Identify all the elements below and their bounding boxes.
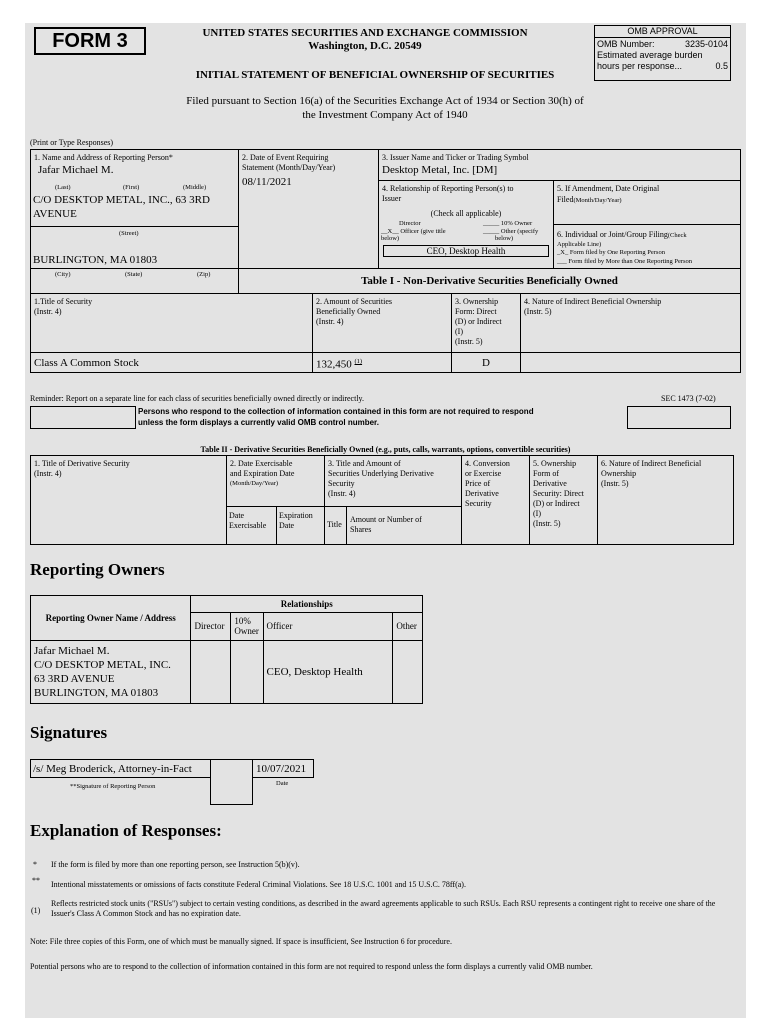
director-col-header: Director — [191, 612, 231, 640]
t2-col2a-line2: Exercisable — [229, 521, 267, 530]
t2-col1-line2: (Instr. 4) — [34, 469, 62, 478]
relationships-header: Relationships — [191, 596, 423, 613]
box1-label: 1. Name and Address of Reporting Person — [34, 153, 169, 162]
t1-form: D — [482, 357, 490, 369]
box2-label1: 2. Date of Event Requiring — [242, 153, 329, 162]
table-row — [30, 352, 313, 373]
omb-number-value: 3235-0104 — [684, 39, 728, 49]
box2-label2: Statement (Month/Day/Year) — [242, 163, 336, 172]
t1-col3-line4: (I) — [455, 327, 463, 336]
t1-nature-cell — [520, 352, 741, 373]
omb-hours-row — [595, 61, 730, 72]
t2-col3a — [324, 506, 347, 545]
t2-col3b-line1: Amount or Number of — [350, 515, 422, 524]
t2-col5-line7: (Instr. 5) — [533, 519, 561, 528]
t2-col4 — [461, 455, 530, 545]
t1-amount-row — [316, 358, 362, 372]
box4-relationship — [378, 180, 554, 269]
owner-line2: C/O DESKTOP METAL, INC. — [34, 659, 171, 671]
table1-col3-header — [451, 293, 521, 353]
box6-filing — [553, 224, 741, 269]
ten-pct-option: _____ 10% Owner — [483, 220, 533, 227]
table-row — [31, 641, 423, 704]
officer-below: below) — [381, 235, 400, 242]
address-line1: C/O DESKTOP METAL, INC., 63 3RD — [33, 194, 210, 206]
officer-title-value: CEO, Desktop Health — [383, 245, 549, 257]
zip-label: (Zip) — [197, 271, 211, 278]
t2-col4-line1: 4. Conversion — [465, 459, 510, 468]
box1-marker: * — [168, 153, 173, 162]
t2-col4-line3: Price of — [465, 479, 491, 488]
expl-marker-2: ** — [32, 876, 40, 885]
box5-label2-row — [557, 195, 622, 205]
t2-col3b-line2: Shares — [350, 525, 372, 534]
expl-text-1: If the form is filed by more than one reporting person, see Instruction 5(b)(v). — [51, 860, 300, 869]
explanation-heading: Explanation of Responses: — [30, 821, 222, 840]
box5-label2-small: (Month/Day/Year) — [573, 197, 622, 204]
city-label: (City) — [55, 271, 71, 278]
box4-label1: 4. Relationship of Reporting Person(s) to — [382, 184, 514, 193]
t2-col5-line3: Derivative — [533, 479, 567, 488]
owner-other-cell — [393, 641, 423, 704]
t2-col1 — [30, 455, 227, 545]
box1-city-row — [30, 268, 239, 294]
check-all-applicable: (Check all applicable) — [430, 209, 502, 218]
t2-col6-line1: 6. Nature of Indirect Beneficial — [601, 459, 702, 468]
t2-col1-line1: 1. Title of Derivative Security — [34, 459, 130, 468]
reporting-person-name: Jafar Michael M. — [38, 164, 114, 176]
box6-option1: _X_ Form filed by One Reporting Person — [557, 249, 665, 256]
signature-label-row — [70, 783, 155, 791]
box5-label2: Filed — [557, 195, 574, 204]
form-title-box — [34, 27, 146, 55]
street-label: (Street) — [119, 230, 139, 237]
statement-title: INITIAL STATEMENT OF BENEFICIAL OWNERSHIP OF SECURITIES — [195, 69, 555, 81]
t1-col3-line2: Form: Direct — [455, 307, 497, 316]
t1-col2-line3: (Instr. 4) — [316, 317, 344, 326]
table1-col4-header — [520, 293, 741, 353]
t2-col2-line1: 2. Date Exercisable — [230, 459, 293, 468]
expl-text-3: Reflects restricted stock units ("RSUs") subject to certain vesting conditions, as described in the award agreements applicable to such RSUs. Each RSU represents a contingent right to receive one share of the Issuer's Class A Common Stock and has no expiration date. — [51, 899, 716, 918]
t1-col3-line3: (D) or Indirect — [455, 317, 502, 326]
t1-form-cell — [451, 352, 521, 373]
box6-option2: ___ Form filed by More than One Reporting Person — [557, 258, 693, 265]
other-below: below) — [495, 235, 514, 242]
t1-amount: 132,450 — [316, 358, 352, 371]
t2-col2-line3: (Month/Day/Year) — [230, 480, 279, 487]
t2-col3a-label: Title — [327, 520, 342, 529]
officer-col-header: Officer — [263, 612, 393, 640]
persons-line2: unless the form displays a currently valid OMB control number. — [138, 418, 379, 427]
filing-note: Note: File three copies of this Form, one of which must be manually signed. If space is insufficient, See Instruction 6 for procedure. — [30, 937, 452, 946]
other-option: _____ Other (specify — [483, 228, 539, 235]
owner-line3: 63 3RD AVENUE — [34, 673, 115, 685]
t1-col2-line2: Beneficially Owned — [316, 307, 381, 316]
print-note: (Print or Type Responses) — [30, 138, 114, 147]
owner-director-cell — [191, 641, 231, 704]
omb-hours-value: 0.5 — [715, 61, 728, 71]
owner-name-col-header: Reporting Owner Name / Address — [31, 596, 191, 641]
box6-applicable: Applicable Line) — [557, 241, 602, 248]
box6-label-small: (Check — [667, 232, 687, 239]
director-option: Director — [399, 220, 421, 227]
t2-col2b-line1: Expiration — [279, 511, 313, 520]
t1-col1-label: 1.Title of Security — [34, 297, 93, 306]
t2-col4-line5: Security — [465, 499, 492, 508]
form-title: FORM 3 — [52, 30, 128, 52]
signature-label: Signature of Reporting Person — [76, 783, 156, 790]
box2-event-date — [238, 149, 379, 269]
address-line2: AVENUE — [33, 208, 77, 220]
box6-label-row — [557, 230, 687, 240]
t2-col3b — [346, 506, 462, 545]
t2-col3-line2: Securities Underlying Derivative — [328, 469, 434, 478]
state-label: (State) — [125, 271, 143, 278]
middle-label: (Middle) — [183, 184, 207, 191]
t2-col3-line4: (Instr. 4) — [328, 489, 356, 498]
t2-col6-line2: Ownership — [601, 469, 637, 478]
t2-col6 — [597, 455, 734, 545]
box3-issuer — [378, 149, 741, 181]
t1-col3-line1: 3. Ownership — [455, 297, 499, 306]
table2-title: Table II - Derivative Securities Beneficially Owned (e.g., puts, calls, warrants, options, convertible securities) — [200, 445, 571, 454]
box5-amendment — [553, 180, 741, 225]
table1-col1-header — [30, 293, 313, 353]
t2-col3-line3: Security — [328, 479, 355, 488]
agency-location: Washington, D.C. 20549 — [308, 40, 422, 52]
first-label: (First) — [123, 184, 140, 191]
t1-footnote-link[interactable]: (1) — [354, 358, 363, 365]
t1-amount-cell — [312, 352, 452, 373]
owner-name-address — [31, 641, 191, 704]
table1-col2-header — [312, 293, 452, 353]
box6-label: 6. Individual or Joint/Group Filing — [557, 230, 668, 239]
t2-col3-line1: 3. Title and Amount of — [328, 459, 401, 468]
persons-right-box — [627, 406, 731, 429]
filed-pursuant-line2: the Investment Company Act of 1940 — [302, 109, 468, 121]
form3-page — [25, 23, 746, 1018]
t2-col5-line5: (D) or Indirect — [533, 499, 580, 508]
t2-col5 — [529, 455, 598, 545]
filed-pursuant-line1: Filed pursuant to Section 16(a) of the Securities Exchange Act of 1934 or Section 30(h) of — [186, 95, 584, 107]
owner-officer-cell: CEO, Desktop Health — [263, 641, 393, 704]
t2-col2a-line1: Date — [229, 511, 245, 520]
table1-title: Table I - Non-Derivative Securities Beneficially Owned — [238, 268, 741, 294]
expl-marker-3: (1) — [31, 906, 41, 915]
box1-label-row — [34, 153, 173, 163]
agency-name: UNITED STATES SECURITIES AND EXCHANGE COMMISSION — [202, 27, 528, 39]
date-box — [252, 759, 314, 778]
t2-col4-line4: Derivative — [465, 489, 499, 498]
box4-label2: Issuer — [382, 194, 402, 203]
t1-col4-line2: (Instr. 5) — [524, 307, 552, 316]
signer-name: /s/ Meg Broderick, Attorney-in-Fact — [33, 763, 192, 775]
reminder-text: Reminder: Report on a separate line for each class of securities beneficially owned directly or indirectly. — [30, 394, 365, 403]
t1-col1-label-b: (Instr. 4) — [34, 307, 62, 316]
persons-line1: Persons who respond to the collection of information contained in this form are not required to respond — [138, 407, 534, 416]
t2-col2 — [226, 455, 325, 507]
ten-pct-line1: 10% — [234, 616, 251, 627]
t2-col5-line1: 5. Ownership — [533, 459, 577, 468]
box1-reporting-person — [30, 149, 239, 269]
omb-burden-label: Estimated average burden — [597, 50, 703, 60]
t2-col5-line2: Form of — [533, 469, 559, 478]
issuer-value: Desktop Metal, Inc. [DM] — [382, 164, 498, 176]
potential-persons-note: Potential persons who are to respond to the collection of information contained in this form are not required to respond unless the form displays a currently valid OMB number. — [30, 962, 593, 971]
last-label: (Last) — [55, 184, 71, 191]
persons-left-box — [30, 406, 136, 429]
signatures-heading: Signatures — [30, 723, 108, 742]
other-col-header: Other — [393, 612, 423, 640]
omb-hours-label: hours per response... — [597, 61, 683, 71]
box1-divider — [31, 226, 238, 227]
t1-col3-line5: (Instr. 5) — [455, 337, 483, 346]
omb-title: OMB APPROVAL — [595, 26, 730, 38]
t1-col2-line1: 2. Amount of Securities — [316, 297, 392, 306]
t1-col4-line1: 4. Nature of Indirect Beneficial Ownership — [524, 297, 662, 306]
t2-col5-line4: Security: Direct — [533, 489, 584, 498]
reporting-owners-heading: Reporting Owners — [30, 560, 165, 579]
ten-pct-col-header — [231, 612, 263, 640]
t2-col2b-line2: Date — [279, 521, 295, 530]
t1-security: Class A Common Stock — [34, 357, 139, 369]
date-label: Date — [276, 780, 289, 787]
event-date-value: 08/11/2021 — [242, 176, 292, 188]
omb-number-label: OMB Number: — [597, 39, 655, 49]
omb-number-row — [595, 38, 730, 50]
signature-spacer-box — [210, 759, 253, 805]
officer-option: __X__ Officer (give title — [381, 228, 446, 235]
owner-line4: BURLINGTON, MA 01803 — [34, 687, 159, 699]
owner-line1: Jafar Michael M. — [34, 645, 110, 657]
signature-marker: ** — [70, 783, 77, 790]
t2-col2a — [226, 506, 277, 545]
omb-approval-box — [594, 25, 731, 81]
t2-col2-line2: and Expiration Date — [230, 469, 295, 478]
expl-text-2: Intentional misstatements or omissions of facts constitute Federal Criminal Violations. See 18 U.S.C. 1001 and 15 U.S.C. 78ff(a). — [51, 880, 466, 889]
sec-number: SEC 1473 (7-02) — [661, 394, 716, 403]
t2-col6-line3: (Instr. 5) — [601, 479, 629, 488]
t2-col2b — [276, 506, 325, 545]
t2-col5-line6: (I) — [533, 509, 541, 518]
reporting-owners-table — [30, 595, 423, 704]
city-state-zip: BURLINGTON, MA 01803 — [33, 254, 158, 266]
signature-date: 10/07/2021 — [256, 763, 307, 775]
ten-pct-line2: Owner — [234, 626, 259, 637]
box3-label: 3. Issuer Name and Ticker or Trading Symbol — [382, 153, 529, 162]
expl-marker-1: * — [33, 860, 37, 869]
t2-col4-line2: or Exercise — [465, 469, 502, 478]
owner-ten-pct-cell — [231, 641, 263, 704]
box5-label: 5. If Amendment, Date Original — [557, 184, 660, 193]
t2-col3 — [324, 455, 462, 507]
signature-box — [30, 759, 211, 778]
